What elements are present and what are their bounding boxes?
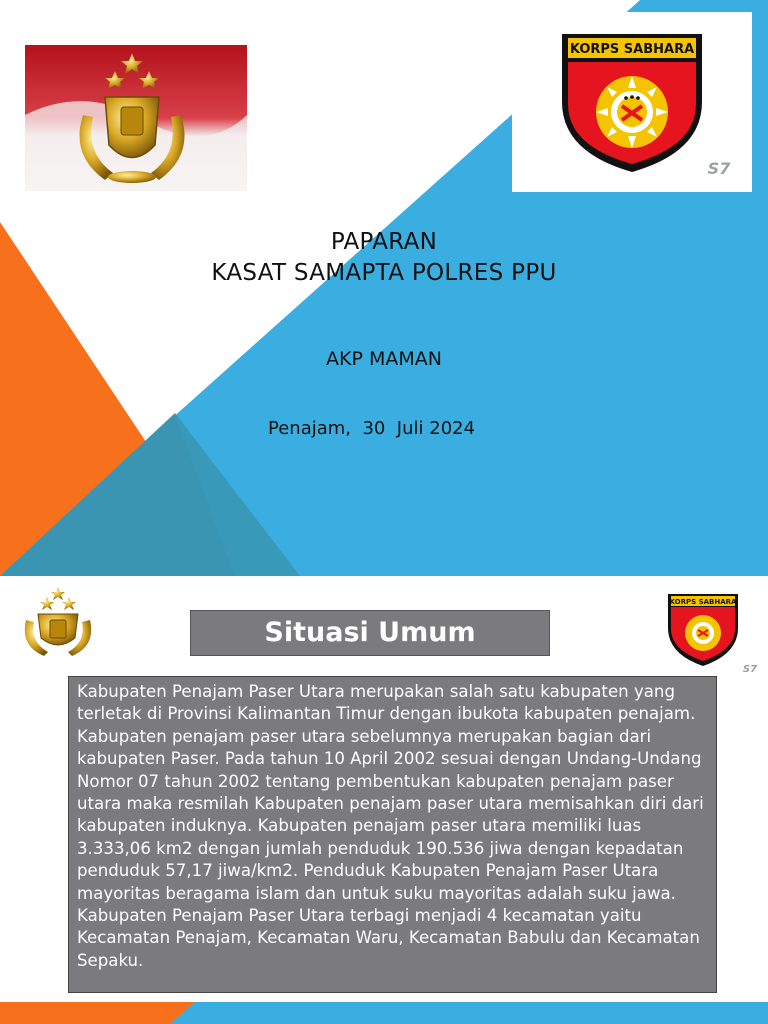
bottom-orange-strip: [0, 1002, 195, 1024]
police-emblem-image: [25, 45, 247, 191]
title-line-1: PAPARAN: [330, 229, 438, 255]
badge-label: KORPS SABHARA: [569, 42, 695, 57]
presentation-date: Penajam, 30 Juli 2024: [268, 418, 476, 439]
police-emblem-small: [16, 586, 100, 660]
section-heading: Situasi Umum: [190, 610, 550, 656]
badge-mark: S7: [707, 159, 731, 178]
korps-sabhara-badge: [512, 12, 752, 192]
content-slide: [0, 576, 768, 1024]
badge-label-small: KORPS SABHARA: [669, 598, 737, 606]
korps-sabhara-badge-frame: [512, 12, 752, 192]
bottom-blue-strip: [150, 1002, 768, 1024]
body-text: Kabupaten Penajam Paser Utara merupakan salah satu kabupaten yang terletak di Provinsi Kalimantan Timur dengan ibukota kabupaten penajam. Kabupaten penajam paser utara sebelumnya merupakan bagian dari kabupaten Paser. Pada tahun 10 April 2002 sesuai dengan Undang-Undang Nomor 07 tahun 2002 tentang pembentukan kabupaten penajam paser utara maka resmilah Kabupaten penajam paser utara memisahkan diri dari kabupaten induknya. Kabupaten penajam paser utara memiliki luas 3.333,06 km2 dengan jumlah penduduk 190.536 jiwa dengan kepadatan penduduk 57,17 jiwa/km2. Penduduk Kabupaten Penajam Paser Utara mayoritas beragama islam dan untuk suku mayoritas adalah suku jawa. Kabupaten Penajam Paser Utara terbagi menjadi 4 kecamatan yaitu Kecamatan Penajam, Kecamatan Waru, Kecamatan Babulu dan Kecamatan Sepaku.: [68, 676, 717, 993]
title-line-2: KASAT SAMAPTA POLRES PPU: [211, 260, 557, 286]
badge-mark-small: S7: [742, 664, 758, 675]
presenter-name: AKP MAMAN: [326, 348, 442, 370]
korps-sabhara-badge-small: [660, 588, 760, 678]
